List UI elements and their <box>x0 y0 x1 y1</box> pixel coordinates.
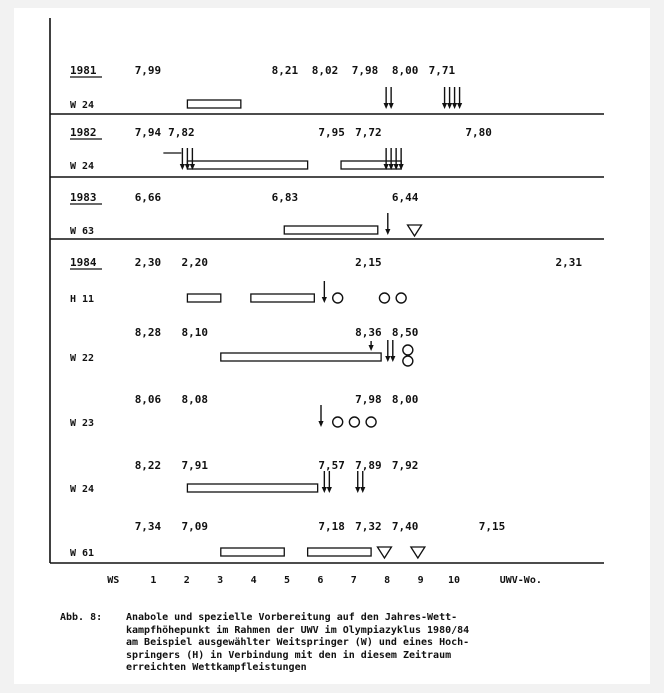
performance-value: 8,10 <box>181 326 208 339</box>
competition-arrow-head <box>360 487 365 493</box>
performance-value: 6,66 <box>134 191 162 204</box>
competition-arrow-head <box>452 103 457 109</box>
athlete-label: H 11 <box>70 294 95 305</box>
caption-label: Abb. 8: <box>60 612 103 623</box>
athlete-label: W 22 <box>70 353 95 364</box>
axis-tick-label: UWV-Wo. <box>499 575 542 586</box>
performance-value: 8,00 <box>391 393 419 406</box>
axis-tick-label: 5 <box>283 575 291 586</box>
axis-tick-label: WS <box>107 575 120 586</box>
document-page <box>14 8 650 684</box>
competition-arrow-head <box>389 103 394 109</box>
performance-value: 8,00 <box>391 64 419 77</box>
performance-value: 7,15 <box>478 520 506 533</box>
no-valid-attempt-circle <box>366 417 376 427</box>
main-competition-triangle <box>408 225 422 236</box>
performance-value: 7,89 <box>355 459 382 472</box>
performance-value: 7,57 <box>318 459 345 472</box>
training-phase-bar <box>308 548 371 556</box>
performance-value: 7,18 <box>318 520 345 533</box>
athlete-label: W 61 <box>70 548 95 559</box>
axis-tick-label: 7 <box>350 575 357 586</box>
performance-value: 2,31 <box>555 256 583 269</box>
performance-value: 8,21 <box>271 64 299 77</box>
training-phase-bar <box>221 548 284 556</box>
competition-arrow-head <box>322 297 327 303</box>
axis-tick-label: 4 <box>250 575 257 586</box>
athlete-label: W 23 <box>70 418 95 429</box>
performance-value: 8,22 <box>134 459 162 472</box>
performance-value: 7,94 <box>134 126 162 139</box>
main-competition-triangle <box>411 547 425 558</box>
performance-value: 8,08 <box>181 393 208 406</box>
caption-text: Anabole und spezielle Vorbereitung auf den Jahres-Wett- kampfhöhepunkt im Rahmen der UWV im Olympiazyklus 1980/84 am Beispiel ausgewählter Weitspringer (W) und eines Hoch- springers (H) in Verbindung mit den in diesem Zeitraum erreichten Wettkampfleistungen <box>126 612 470 673</box>
competition-arrow-head <box>322 487 327 493</box>
performance-value: 7,99 <box>134 64 162 77</box>
performance-value: 8,36 <box>355 326 382 339</box>
no-valid-attempt-circle <box>403 356 413 366</box>
axis-tick-label: 3 <box>217 575 224 586</box>
training-phase-bar <box>221 353 381 361</box>
performance-value: 7,72 <box>355 126 382 139</box>
performance-value: 6,83 <box>271 191 299 204</box>
performance-value: 6,44 <box>391 191 419 204</box>
performance-value: 2,15 <box>355 256 382 269</box>
training-phase-bar <box>187 100 240 108</box>
competition-arrow-head <box>442 103 447 109</box>
year-label: 1983 <box>70 191 97 204</box>
training-phase-bar <box>187 161 307 169</box>
competition-arrow-head <box>355 487 360 493</box>
competition-arrow-head <box>369 345 374 351</box>
performance-value: 7,98 <box>351 64 379 77</box>
no-valid-attempt-circle <box>333 417 343 427</box>
competition-arrow-head <box>384 103 389 109</box>
competition-arrow-head <box>385 356 390 362</box>
main-competition-triangle <box>377 547 391 558</box>
competition-arrow-head <box>385 229 390 235</box>
no-valid-attempt-circle <box>333 293 343 303</box>
competition-arrow-head <box>390 356 395 362</box>
performance-value: 7,32 <box>355 520 382 533</box>
competition-timeline-figure <box>14 8 650 608</box>
performance-value: 8,02 <box>311 64 339 77</box>
axis-tick-label: 8 <box>384 575 391 586</box>
no-valid-attempt-circle <box>379 293 389 303</box>
no-valid-attempt-circle <box>396 293 406 303</box>
year-label: 1981 <box>70 64 97 77</box>
training-phase-bar <box>187 484 317 492</box>
training-phase-bar <box>284 226 378 234</box>
axis-tick-label: 6 <box>317 575 324 586</box>
performance-value: 7,40 <box>391 520 419 533</box>
performance-value: 2,30 <box>134 256 162 269</box>
performance-value: 7,71 <box>428 64 456 77</box>
athlete-label: W 24 <box>70 484 95 495</box>
competition-arrow-head <box>327 487 332 493</box>
competition-arrow-head <box>180 164 185 170</box>
competition-arrow-head <box>457 103 462 109</box>
performance-value: 7,34 <box>134 520 162 533</box>
performance-value: 7,82 <box>168 126 195 139</box>
axis-tick-label: 9 <box>417 575 424 586</box>
no-valid-attempt-circle <box>403 345 413 355</box>
athlete-label: W 24 <box>70 100 95 111</box>
training-phase-bar <box>187 294 220 302</box>
axis-tick-label: 10 <box>447 575 461 586</box>
competition-arrow-head <box>318 421 323 427</box>
performance-value: 8,50 <box>391 326 419 339</box>
performance-value: 7,98 <box>355 393 382 406</box>
year-label: 1984 <box>70 256 97 269</box>
athlete-label: W 24 <box>70 161 95 172</box>
no-valid-attempt-circle <box>349 417 359 427</box>
performance-value: 7,80 <box>465 126 492 139</box>
performance-value: 8,28 <box>134 326 162 339</box>
competition-arrow-head <box>447 103 452 109</box>
year-label: 1982 <box>70 126 97 139</box>
performance-value: 7,91 <box>181 459 208 472</box>
training-phase-bar <box>251 294 314 302</box>
performance-value: 2,20 <box>181 256 208 269</box>
performance-value: 7,09 <box>181 520 208 533</box>
axis-tick-label: 2 <box>183 575 190 586</box>
performance-value: 7,95 <box>318 126 345 139</box>
axis-tick-label: 1 <box>150 575 157 586</box>
performance-value: 8,06 <box>134 393 162 406</box>
performance-value: 7,92 <box>391 459 419 472</box>
athlete-label: W 63 <box>70 226 95 237</box>
